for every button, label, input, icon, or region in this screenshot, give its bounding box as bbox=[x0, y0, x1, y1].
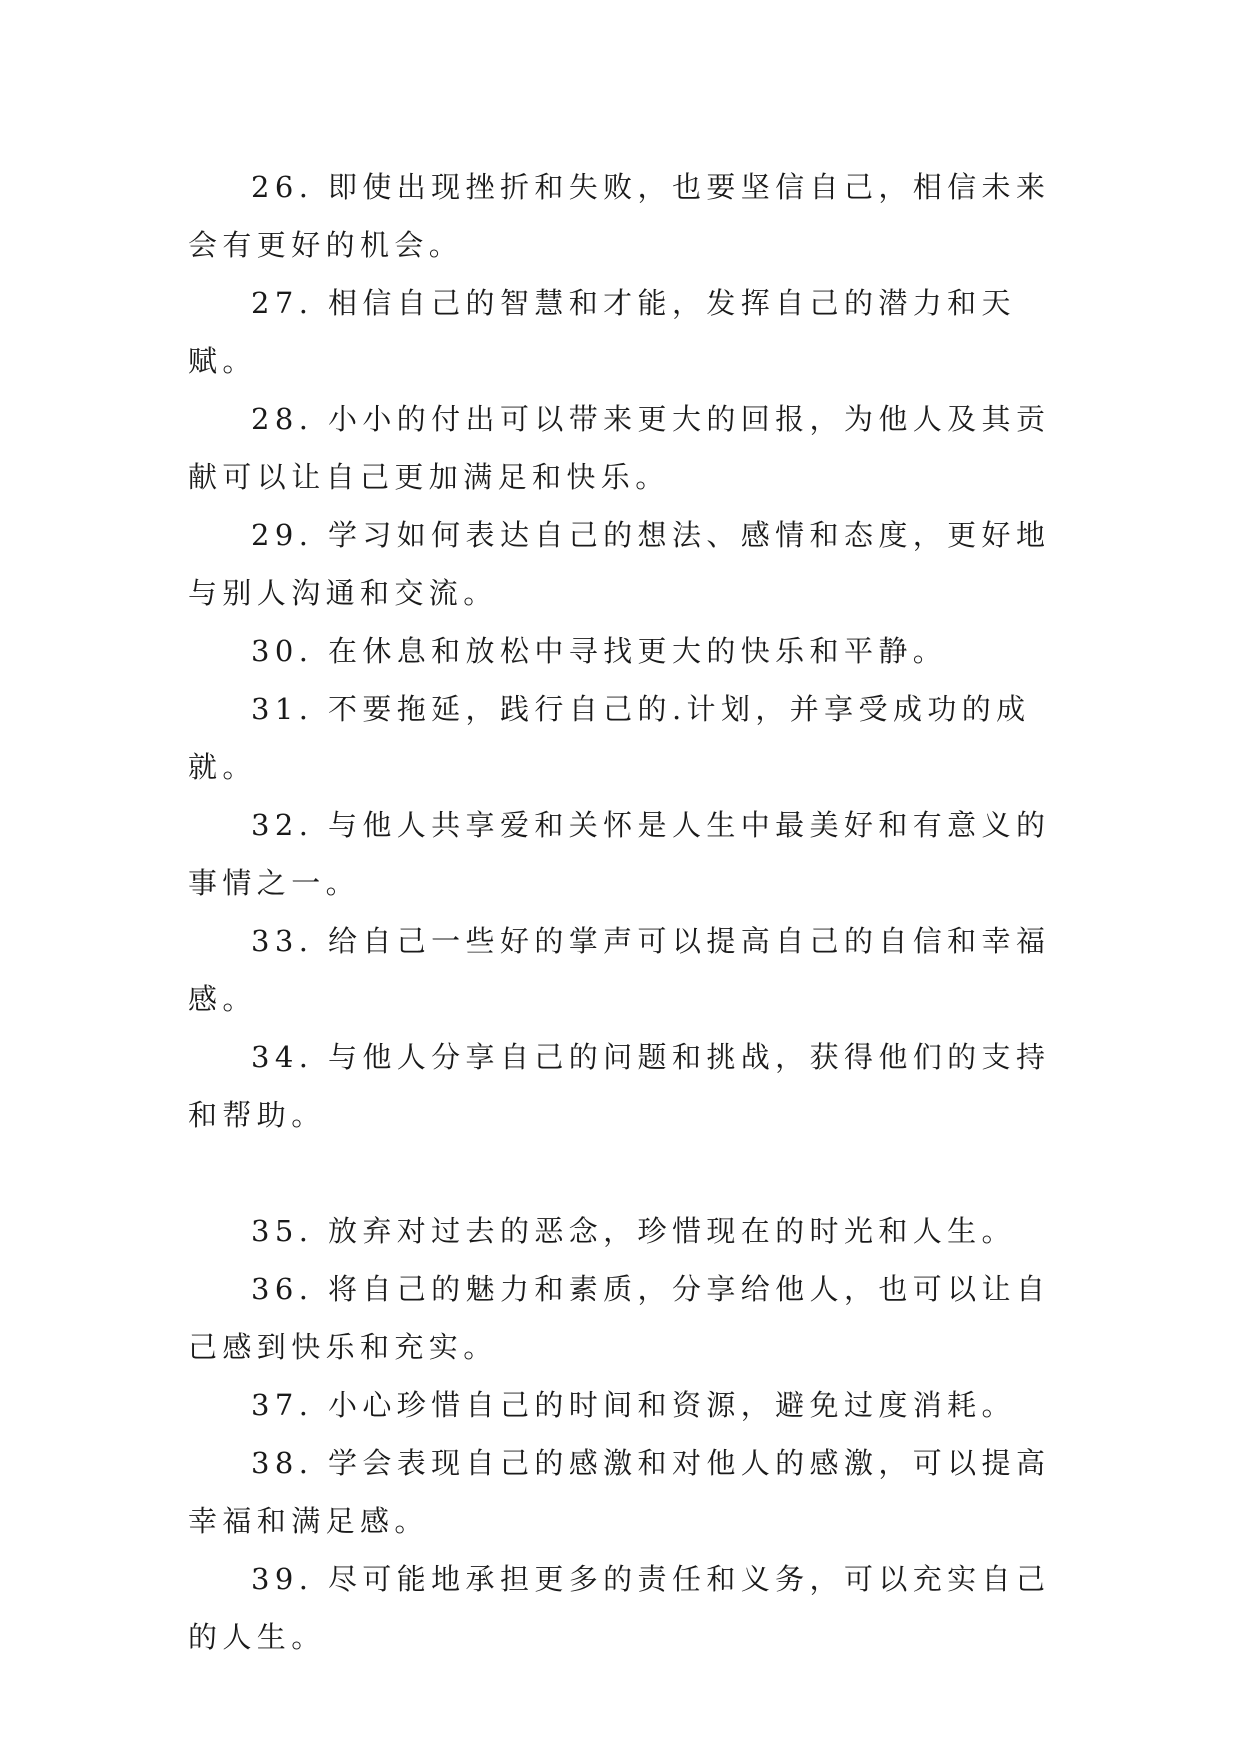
paragraph-spacer bbox=[188, 1144, 1058, 1202]
list-item: 37. 小心珍惜自己的时间和资源，避免过度消耗。 bbox=[251, 1388, 1016, 1422]
list-item: 31. 不要拖延，践行自己的.计划，并享受成功的成就。 bbox=[188, 692, 1031, 784]
list-item: 34. 与他人分享自己的问题和挑战，获得他们的支持和帮助。 bbox=[188, 1040, 1051, 1132]
list-item: 33. 给自己一些好的掌声可以提高自己的自信和幸福感。 bbox=[188, 924, 1051, 1016]
list-item: 38. 学会表现自己的感激和对他人的感激，可以提高幸福和满足感。 bbox=[188, 1446, 1051, 1538]
list-item: 35. 放弃对过去的恶念，珍惜现在的时光和人生。 bbox=[251, 1214, 1016, 1248]
list-item: 32. 与他人共享爱和关怀是人生中最美好和有意义的事情之一。 bbox=[188, 808, 1051, 900]
list-item: 30. 在休息和放松中寻找更大的快乐和平静。 bbox=[251, 634, 948, 668]
list-item: 27. 相信自己的智慧和才能，发挥自己的潜力和天赋。 bbox=[188, 286, 1016, 378]
list-item: 28. 小小的付出可以带来更大的回报，为他人及其贡献可以让自己更加满足和快乐。 bbox=[188, 402, 1051, 494]
list-item: 29. 学习如何表达自己的想法、感情和态度，更好地与别人沟通和交流。 bbox=[188, 518, 1051, 610]
document-body bbox=[188, 158, 1058, 1666]
list-item: 36. 将自己的魅力和素质，分享给他人，也可以让自己感到快乐和充实。 bbox=[188, 1272, 1051, 1364]
list-item: 26. 即使出现挫折和失败，也要坚信自己，相信未来会有更好的机会。 bbox=[188, 170, 1051, 262]
list-item: 39. 尽可能地承担更多的责任和义务，可以充实自己的人生。 bbox=[188, 1562, 1051, 1654]
